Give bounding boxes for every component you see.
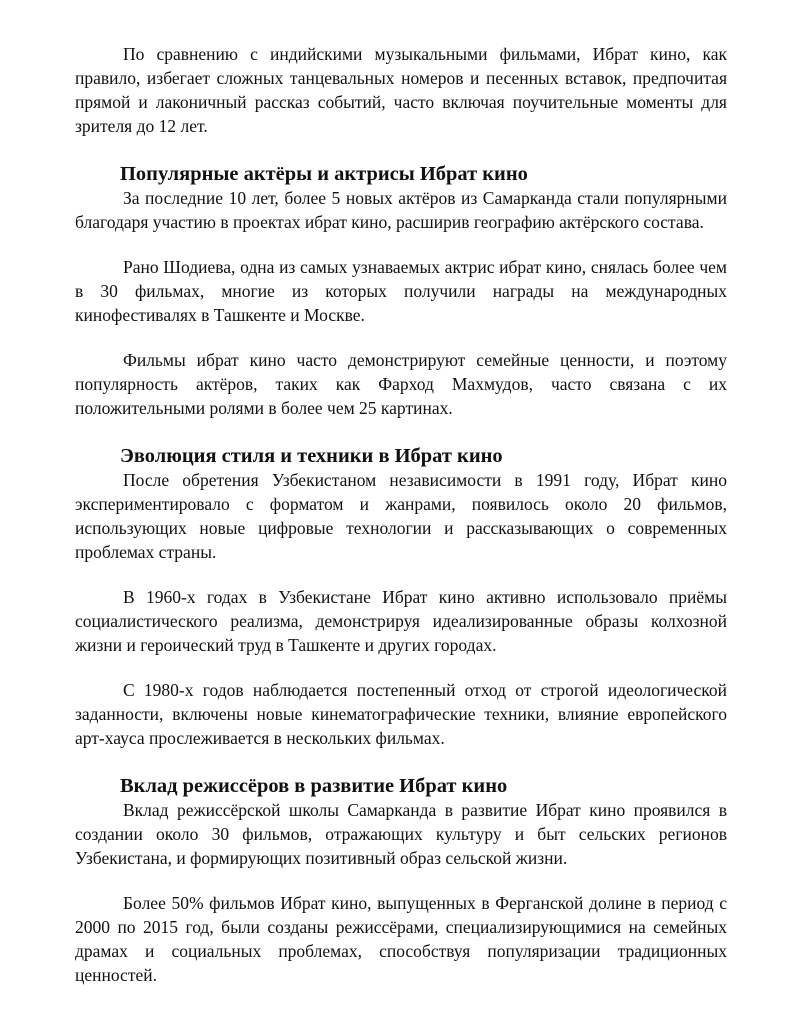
paragraph-evolution-1: После обретения Узбекистаном независимости в 1991 году, Ибрат кино экспериментировало с форматом и жанрами, появилось около 20 фильмов, использующих новые цифровые технологии и рассказывающих о современных проблемах страны.	[75, 470, 727, 562]
paragraph-actors-1: За последние 10 лет, более 5 новых актёров из Самарканда стали популярными благодаря участию в проектах ибрат кино, расширив географию актёрского состава.	[75, 188, 727, 232]
paragraph-directors-2: Более 50% фильмов Ибрат кино, выпущенных в Ферганской долине в период с 2000 по 2015 год, были созданы режиссёрами, специализирующимися на семейных драмах и социальных проблемах, способствуя популяризации традиционных ценностей.	[75, 893, 727, 985]
section-heading-actors: Популярные актёры и актрисы Ибрат кино	[120, 163, 528, 185]
paragraph-evolution-3: С 1980-х годов наблюдается постепенный отход от строгой идеологической заданности, включены новые кинематографические техники, влияние европейского арт-хауса прослеживается в нескольких фильмах.	[75, 680, 727, 748]
section-heading-evolution: Эволюция стиля и техники в Ибрат кино	[120, 445, 503, 467]
document-page	[75, 42, 727, 987]
paragraph-evolution-2: В 1960-х годах в Узбекистане Ибрат кино активно использовало приёмы социалистического реализма, демонстрируя идеализированные образы колхозной жизни и героический труд в Ташкенте и других городах.	[75, 587, 727, 655]
paragraph-directors-1: Вклад режиссёрской школы Самарканда в развитие Ибрат кино проявился в создании около 30 фильмов, отражающих культуру и быт сельских регионов Узбекистана, и формирующих позитивный образ сельской жизни.	[75, 800, 727, 868]
paragraph-actors-2: Рано Шодиева, одна из самых узнаваемых актрис ибрат кино, снялась более чем в 30 фильмах, многие из которых получили награды на международных кинофестивалях в Ташкенте и Москве.	[75, 257, 727, 325]
paragraph-actors-3: Фильмы ибрат кино часто демонстрируют семейные ценности, и поэтому популярность актёров, таких как Фарход Махмудов, часто связана с их положительными ролями в более чем 25 картинах.	[75, 350, 727, 418]
intro-paragraph: По сравнению с индийскими музыкальными фильмами, Ибрат кино, как правило, избегает сложных танцевальных номеров и песенных вставок, предпочитая прямой и лаконичный рассказ событий, часто включая поучительные моменты для зрителя до 12 лет.	[75, 44, 727, 136]
section-heading-directors: Вклад режиссёров в развитие Ибрат кино	[120, 775, 508, 797]
